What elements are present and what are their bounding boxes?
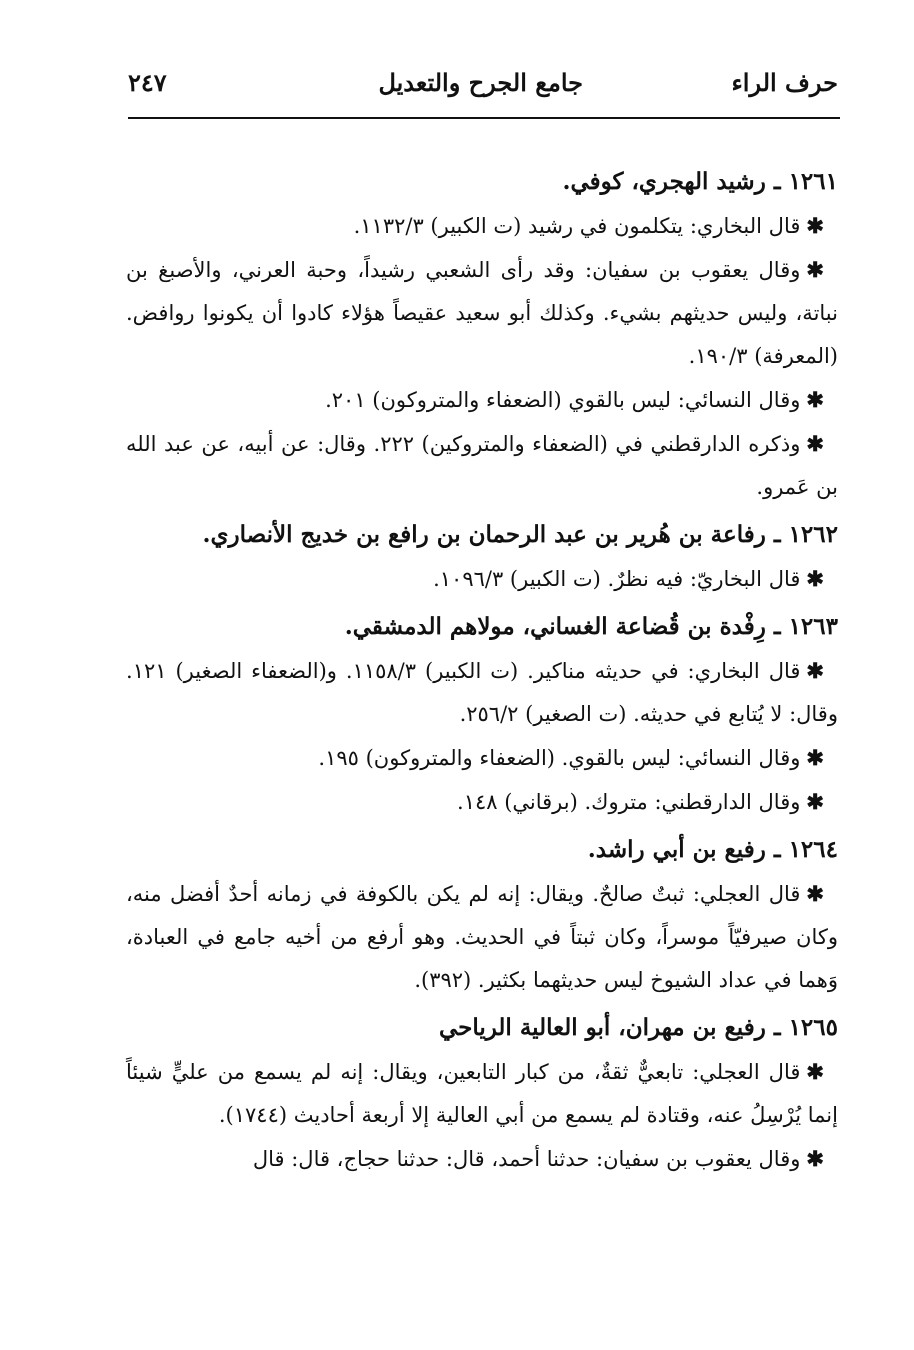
entry-paragraph: [126, 378, 838, 422]
entry-paragraph: [126, 1137, 838, 1181]
entry-title: ١٢٦٤ ـ رفيع بن أبي راشد.: [587, 836, 838, 863]
entry-title: ١٢٦٣ ـ رِفْدة بن قُضاعة الغساني، مولاهم الدمشقي.: [344, 613, 838, 640]
paragraph-text: قال البخاري: في حديثه مناكير. (ت الكبير) ١١٥٨/٣. و(الضعفاء الصغير) ١٢١. وقال: لا يُتابع في حديثه. (ت الصغير) ٢٥٦/٢.: [126, 659, 838, 726]
entry-paragraph: [126, 557, 838, 601]
entry-paragraph: [126, 422, 838, 509]
bullet-star-icon: ✱: [806, 566, 824, 591]
entry-paragraph: [126, 649, 838, 736]
paragraph-text: وقال الدارقطني: متروك. (برقاني) ١٤٨.: [457, 790, 801, 814]
entry-paragraph: [126, 1050, 838, 1137]
entry-paragraph: [126, 872, 838, 1002]
entry-1263: [126, 605, 838, 824]
paragraph-text: قال البخاريّ: فيه نظرٌ. (ت الكبير) ١٠٩٦/٣.: [433, 567, 801, 591]
entry-paragraph: [126, 736, 838, 780]
bullet-star-icon: ✱: [806, 213, 824, 238]
bullet-star-icon: ✱: [806, 1059, 824, 1084]
bullet-star-icon: ✱: [806, 745, 824, 770]
paragraph-text: وقال النسائي: ليس بالقوي. (الضعفاء والمتروكون) ١٩٥.: [318, 746, 801, 770]
paragraph-text: قال البخاري: يتكلمون في رشيد (ت الكبير) ١١٣٢/٣.: [353, 214, 801, 238]
chapter-heading: حرف الراء: [731, 68, 838, 97]
entry-paragraph: [126, 248, 838, 378]
paragraph-text: وذكره الدارقطني في (الضعفاء والمتروكين) ٢٢٢. وقال: عن أبيه، عن عبد الله بن عَمرو.: [126, 432, 838, 499]
entry-paragraph: [126, 204, 838, 248]
bullet-star-icon: ✱: [806, 881, 824, 906]
running-header: [128, 68, 838, 108]
bullet-star-icon: ✱: [806, 387, 824, 412]
entry-paragraph: [126, 780, 838, 824]
paragraph-text: وقال يعقوب بن سفيان: وقد رأى الشعبي رشيداً، وحبة العرني، والأصبغ بن نباتة، وليس حديثهم بشيء. وكذلك أبو سعيد عقيصاً هؤلاء كادوا أن يكونوا روافض. (المعرفة) ١٩٠/٣.: [126, 258, 838, 368]
bullet-star-icon: ✱: [806, 1146, 824, 1171]
entry-title: ١٢٦٢ ـ رفاعة بن هُرير بن عبد الرحمان بن رافع بن خديج الأنصاري.: [202, 521, 838, 548]
entry-1265: [126, 1006, 838, 1181]
entry-title: ١٢٦٥ ـ رفيع بن مهران، أبو العالية الرياحي: [438, 1014, 838, 1041]
header-rule: [128, 117, 840, 119]
entry-1264: [126, 828, 838, 1002]
paragraph-text: وقال يعقوب بن سفيان: حدثنا أحمد، قال: حدثنا حجاج، قال: قال: [252, 1147, 801, 1171]
entry-title: ١٢٦١ ـ رشيد الهجري، كوفي.: [562, 168, 838, 195]
paragraph-text: قال العجلي: تابعيٌّ ثقةٌ، من كبار التابعين، ويقال: إنه لم يسمع من عليٍّ شيئاً إنما يُرْسِلُ عنه، وقتادة لم يسمع من أبي العالية إلا أربعة أحاديث (١٧٤٤).: [126, 1060, 838, 1127]
paragraph-text: وقال النسائي: ليس بالقوي (الضعفاء والمتروكون) ٢٠١.: [325, 388, 801, 412]
bullet-star-icon: ✱: [806, 789, 824, 814]
page-body: [126, 160, 838, 1185]
entry-1261: [126, 160, 838, 509]
page-number: ٢٤٧: [128, 68, 167, 97]
entry-1262: [126, 513, 838, 601]
paragraph-text: قال العجلي: ثبتٌ صالحٌ. ويقال: إنه لم يكن بالكوفة في زمانه أحدٌ أفضل منه، وكان صيرفيّاً موسراً، وكان ثبتاً في الحديث. وهو أرفع من أخيه جامع في العبادة، وَهما في عداد الشيوخ ليس حديثهما بكثير. (٣٩٢).: [126, 882, 838, 992]
book-title: جامع الجرح والتعديل: [378, 68, 583, 97]
bullet-star-icon: ✱: [806, 257, 824, 282]
bullet-star-icon: ✱: [806, 431, 825, 456]
bullet-star-icon: ✱: [806, 658, 824, 683]
